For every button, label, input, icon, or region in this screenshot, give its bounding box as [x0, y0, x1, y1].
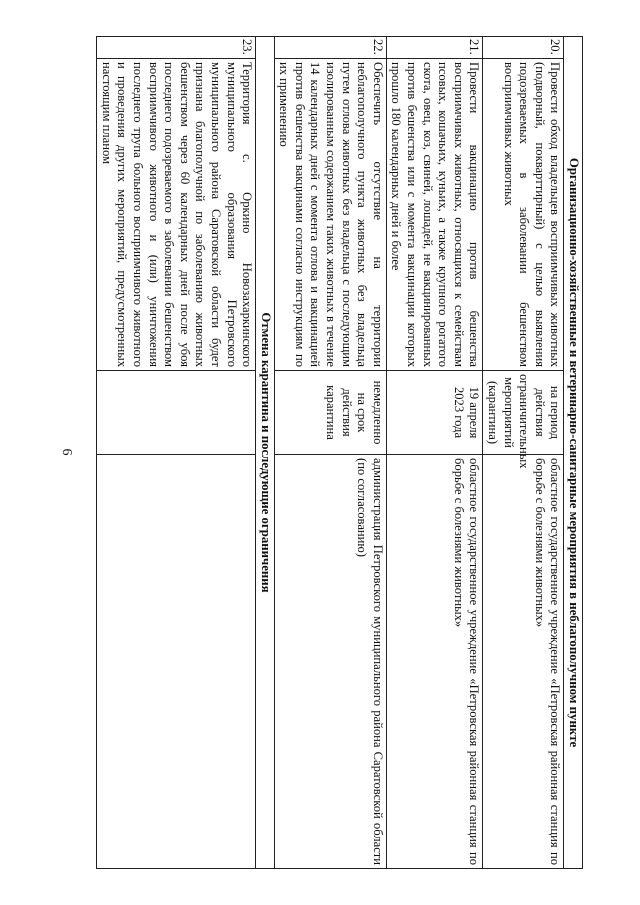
period-text: 19 апреля 2023 года — [386, 371, 483, 455]
measure-text: Провести вакцинацию против бешенства восприимчивых животных, относящихся к семействам псовых, кошачьих, куньих, а также крупного рогатого скота, овец, коз, свиней, лошадей, не вакцинированных против бешенства или с момента вакцинации которых прошло 180 календарных дней и более — [386, 59, 483, 371]
responsible-text: администрация Петровского муниципального района Саратовской области (по согласованию) — [274, 455, 386, 869]
row-number: 22. — [274, 37, 386, 59]
measure-text: Провести обход владельцев восприимчивых животных (подворный, покварттирный) с целью выявления подозреваемых в заболевании бешенством восприимчивых животных — [483, 59, 564, 371]
responsible-text: областное государственное учреждение «Петровская районная станция по борьбе с болезнями животных» — [386, 455, 483, 869]
table-row — [274, 37, 386, 869]
row-number: 20. — [483, 37, 564, 59]
responsible-text — [97, 455, 256, 869]
measures-table — [96, 36, 583, 869]
responsible-text: областное государственное учреждение «Петровская районная станция по борьбе с болезнями животных» — [483, 455, 564, 869]
period-text: на период действия ограничительных мероприятий (карантина) — [483, 371, 564, 455]
rotated-plan-table — [99, 36, 583, 868]
table-row — [97, 37, 256, 869]
section-title: Организационно-хозяйственные и ветеринарно-санитарные мероприятия в неблагополучном пункте — [564, 37, 583, 869]
section-header-row — [564, 37, 583, 869]
page-number: 6 — [59, 448, 74, 456]
section-title: Отмена карантина и последующие ограничения — [256, 37, 275, 869]
period-text: немедленно на срок действия карантина — [274, 371, 386, 455]
measure-text: Обеспечить отсутствие на территории неблагополучного пункта животных без владельца путем отлова животных без владельца с последующим изолированным содержанием таких животных в течение 14 календарных дней с момента отлова и вакцинацией против бешенства вакцинами согласно инструкциям по их применению — [274, 59, 386, 371]
table-row — [483, 37, 564, 869]
row-number: 23. — [97, 37, 256, 59]
measure-text: Территория с. Оркино Новозахаркинского муниципального образования Петровского муниципального района Саратовской области будет признана благополучной по заболеванию животных бешенством через 60 календарных дней после убоя последнего подозреваемого в заболевании бешенством восприимчивого животного и (или) уничтожения последнего трупа больного восприимчивого животного и проведения других мероприятий, предусмотренных настоящим планом — [97, 59, 256, 371]
period-text — [97, 371, 256, 455]
section-header-row — [256, 37, 275, 869]
table-row — [386, 37, 483, 869]
row-number: 21. — [386, 37, 483, 59]
